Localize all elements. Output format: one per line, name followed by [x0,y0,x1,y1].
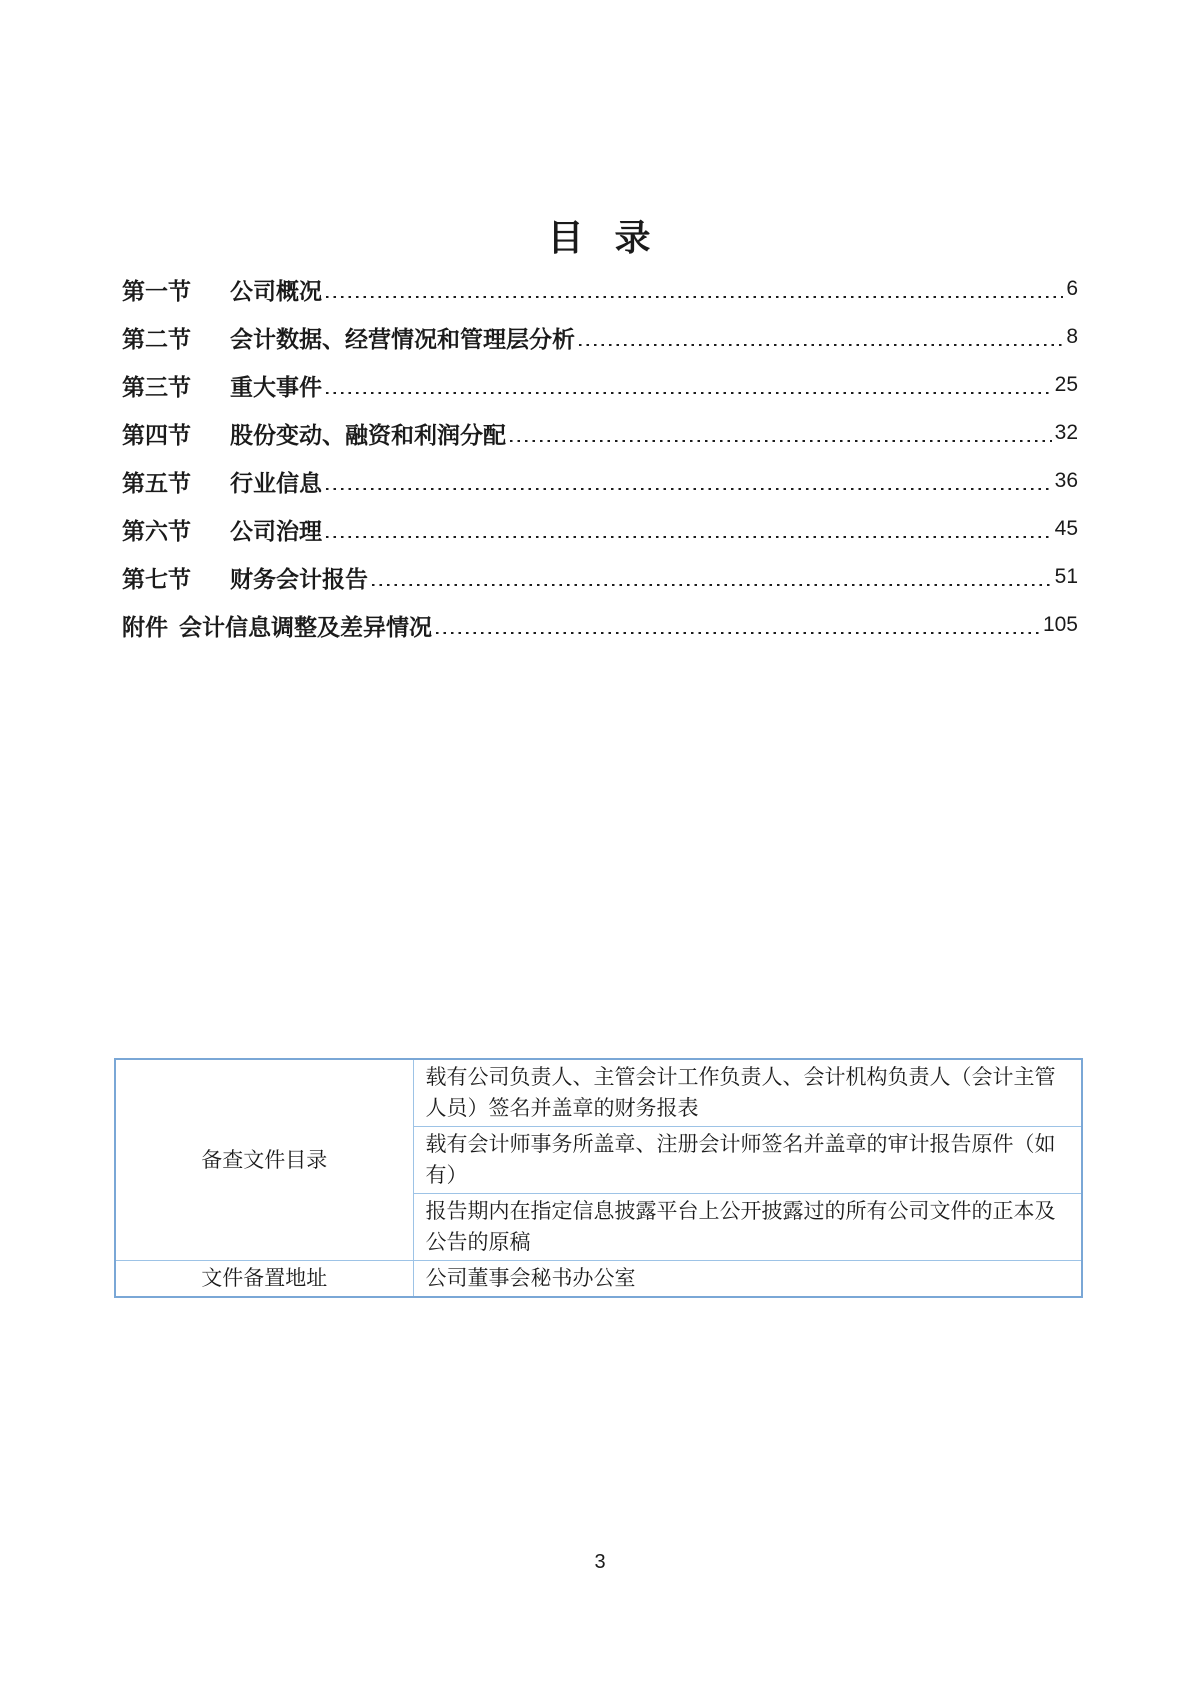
toc-entry [122,457,1078,505]
ref-table-address-label: 文件备置地址 [115,1261,413,1298]
toc-entry [122,601,1078,649]
toc-dot-leader [579,344,1063,347]
toc-entry-page: 45 [1054,517,1078,540]
toc-entry-title: 行业信息 [230,470,322,496]
ref-table-item: 报告期内在指定信息披露平台上公开披露过的所有公司文件的正本及公告的原稿 [413,1194,1082,1261]
ref-table-group-label: 备查文件目录 [115,1059,413,1261]
toc-entry-label: 第七节 [122,566,191,592]
toc-entry-label: 第四节 [122,422,191,448]
toc-entry-page: 105 [1042,613,1078,636]
toc-dot-leader [372,584,1052,587]
toc-entry-label: 第二节 [122,326,191,352]
toc-entry [122,505,1078,553]
toc-dot-leader [326,536,1052,539]
table-row [115,1059,1082,1127]
toc-entry-label: 第一节 [122,278,191,304]
toc-entry-title: 会计数据、经营情况和管理层分析 [230,326,575,352]
toc-entry-title: 公司概况 [230,278,322,304]
toc-entry-page: 8 [1066,325,1078,348]
toc-entry-label: 第六节 [122,518,191,544]
toc-entry-page: 51 [1054,565,1078,588]
table-of-contents [122,265,1078,649]
toc-entry [122,553,1078,601]
toc-dot-leader [326,488,1052,491]
toc-entry [122,313,1078,361]
toc-entry [122,361,1078,409]
ref-table-item: 载有会计师事务所盖章、注册会计师签名并盖章的审计报告原件（如有） [413,1127,1082,1194]
toc-dot-leader [436,632,1040,635]
toc-entry-page: 36 [1054,469,1078,492]
page-number: 3 [594,1551,606,1573]
toc-entry-page: 6 [1066,277,1078,300]
toc-entry-page: 25 [1054,373,1078,396]
table-row [115,1261,1082,1298]
toc-dot-leader [510,440,1052,443]
toc-entry-page: 32 [1054,421,1078,444]
toc-entry [122,265,1078,313]
toc-entry-label: 附件 [122,614,168,640]
toc-entry-label: 第三节 [122,374,191,400]
ref-table-address-value: 公司董事会秘书办公室 [413,1261,1082,1298]
ref-table-item: 载有公司负责人、主管会计工作负责人、会计机构负责人（会计主管人员）签名并盖章的财务报表 [413,1059,1082,1127]
toc-entry-title: 公司治理 [230,518,322,544]
reference-documents-table [114,1058,1083,1298]
toc-entry-title: 重大事件 [230,374,322,400]
toc-entry-title: 会计信息调整及差异情况 [179,614,432,640]
toc-entry-label: 第五节 [122,470,191,496]
toc-entry-title: 财务会计报告 [230,566,368,592]
toc-entry [122,409,1078,457]
toc-entry-title: 股份变动、融资和利润分配 [230,422,506,448]
toc-dot-leader [326,392,1052,395]
page-title: 目 录 [547,218,653,258]
toc-dot-leader [326,296,1063,299]
